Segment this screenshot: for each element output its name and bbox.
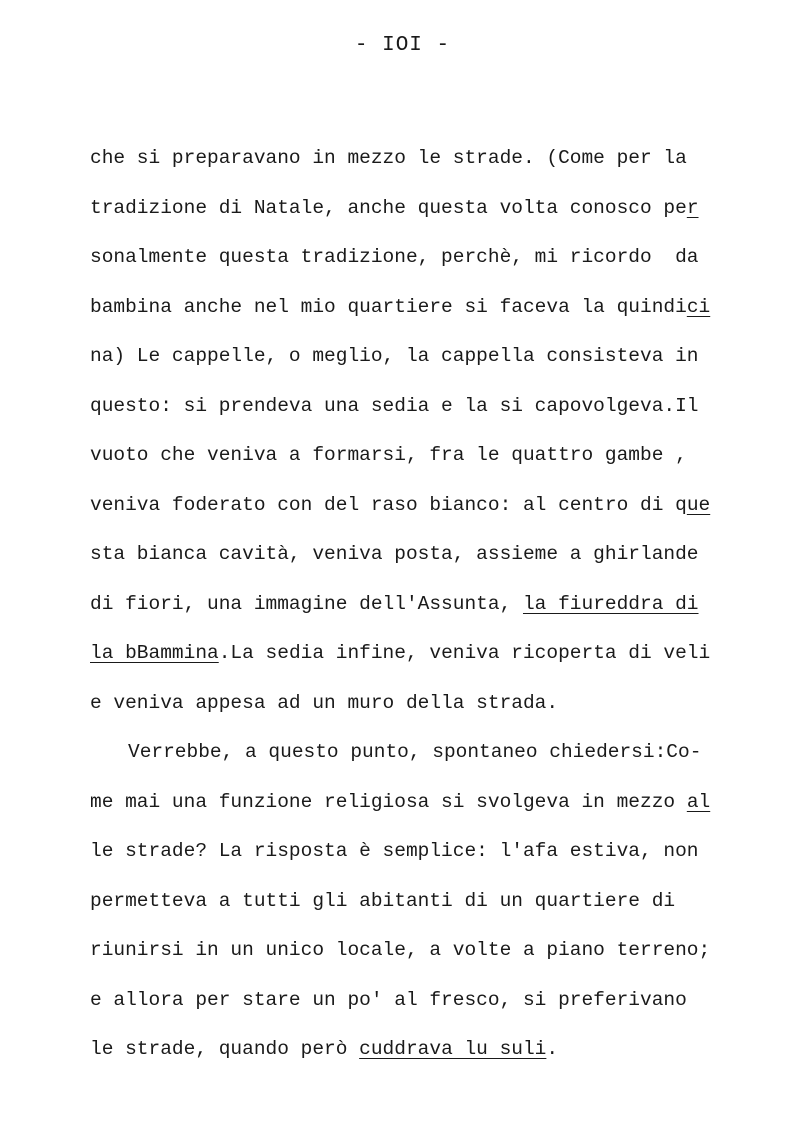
text-line (90, 530, 770, 580)
text-line (90, 134, 770, 184)
text-segment: sonalmente questa tradizione, perchè, mi ricordo da (90, 246, 699, 268)
underlined-text: ue (686, 493, 711, 516)
text-line (90, 431, 770, 481)
text-segment: me mai una funzione religiosa si svolgeva in mezzo (90, 790, 687, 813)
text-line (90, 184, 770, 234)
underlined-text: cuddrava lu suli (359, 1038, 547, 1060)
text-line (90, 679, 770, 729)
text-segment: riunirsi in un unico locale, a volte a piano terreno; (90, 939, 711, 961)
underlined-text: la bBammina (90, 642, 219, 664)
text-segment: questo: si prendeva una sedia e la si capovolgeva.Il (90, 394, 699, 417)
text-segment: di fiori, una immagine dell'Assunta, (90, 592, 523, 615)
body-text (90, 134, 770, 1075)
text-line (90, 382, 770, 432)
text-segment: . (546, 1038, 559, 1060)
text-line (90, 1025, 770, 1075)
text-segment: vuoto che veniva a formarsi, fra le quattro gambe , (90, 444, 687, 466)
text-segment: permetteva a tutti gli abitanti di un quartiere di (90, 889, 676, 912)
underlined-text: ci (686, 295, 711, 318)
text-segment: e allora per stare un po' al fresco, si preferivano (90, 988, 687, 1011)
underlined-text: r (686, 196, 699, 219)
text-segment: che si preparavano in mezzo le strade. (Come per la (90, 147, 687, 169)
text-segment: Verrebbe, a questo punto, spontaneo chiedersi:Co- (128, 741, 702, 763)
text-line (90, 580, 770, 630)
text-segment: le strade, quando però (90, 1038, 360, 1060)
text-segment: .La sedia infine, veniva ricoperta di veli (218, 642, 711, 664)
page-number: - IOI - (354, 34, 451, 57)
text-line (90, 481, 770, 531)
underlined-text: la fiureddra di (522, 592, 699, 615)
text-line (90, 976, 770, 1026)
text-line (90, 233, 770, 283)
text-segment: na) Le cappelle, o meglio, la cappella consisteva in (90, 345, 699, 367)
text-segment: sta bianca cavità, veniva posta, assieme a ghirlande (90, 543, 699, 565)
text-line (90, 877, 770, 927)
text-segment: veniva foderato con del raso bianco: al centro di q (90, 493, 687, 516)
text-line (90, 629, 770, 679)
text-line (90, 283, 770, 333)
text-line (90, 778, 770, 828)
text-line (90, 827, 770, 877)
underlined-text: al (686, 790, 711, 813)
text-segment: e veniva appesa ad un muro della strada. (90, 691, 559, 714)
text-line (90, 332, 770, 382)
text-segment: le strade? La risposta è semplice: l'afa estiva, non (90, 840, 699, 862)
text-line (90, 926, 770, 976)
text-segment: tradizione di Natale, anche questa volta conosco pe (90, 196, 687, 219)
text-line (90, 728, 770, 778)
text-segment: bambina anche nel mio quartiere si faceva la quindi (90, 295, 687, 318)
